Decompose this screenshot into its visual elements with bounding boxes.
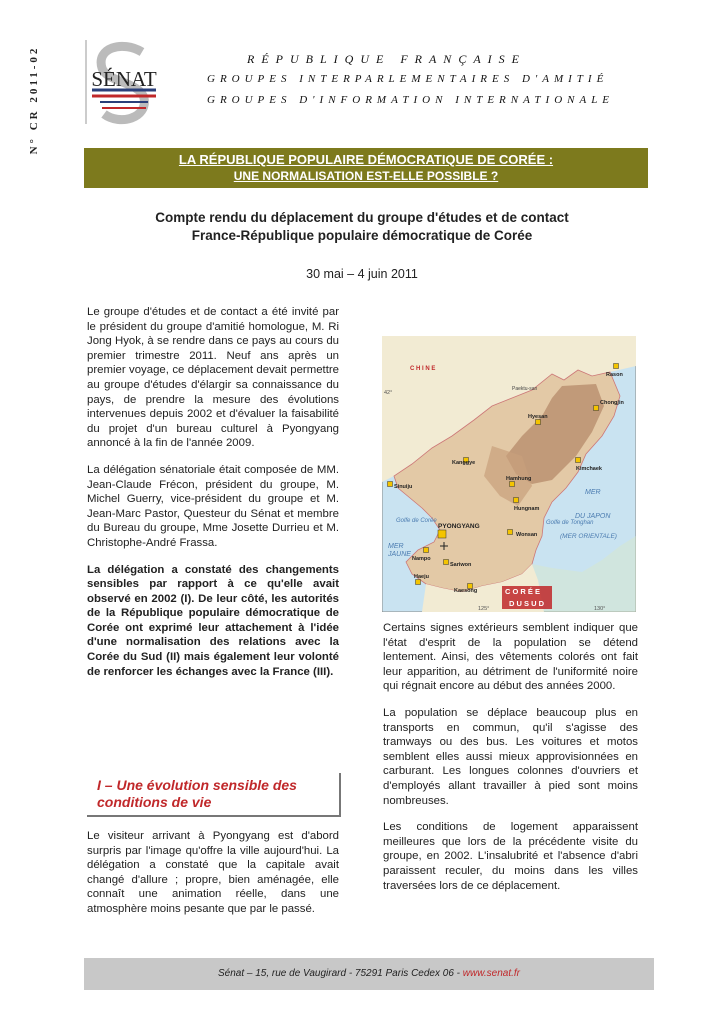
map-label-coree-sud-line1: C O R É E bbox=[505, 587, 541, 596]
city-label: Sinuiju bbox=[394, 484, 413, 490]
map-label-mer-japon-2: DU JAPON bbox=[575, 513, 611, 520]
trip-date: 30 mai – 4 juin 2011 bbox=[306, 267, 418, 281]
map-label-china: C H I N E bbox=[410, 366, 436, 372]
city-marker bbox=[444, 560, 449, 565]
paragraph: La délégation sénatoriale était composée de MM. Jean-Claude Frécon, président du groupe, M. Michel Guerry, vice-président du groupe et M. Jean-Marc Pastor, Questeur du Sénat et membre du Bureau du groupe, Mme Josette Durrieu et M. Christophe-André Frassa. bbox=[87, 463, 339, 549]
map-label-golfe-coree: Golfe de Corée bbox=[396, 518, 437, 524]
paragraph: Le visiteur arrivant à Pyongyang est d'abord surpris par l'image qu'offre la ville aujourd'hui. La délégation a constaté que la capitale avait changé d'allure ; propre, bien aménagée, elle connaît une animation réelle, dans une atmosphère moins pesante que par le passé. bbox=[87, 830, 339, 915]
title-banner bbox=[84, 148, 648, 188]
right-column bbox=[383, 621, 638, 905]
section-title: I – Une évolution sensible des conditions de vie bbox=[97, 777, 297, 810]
city-marker bbox=[576, 458, 581, 463]
city-label: Sariwon bbox=[450, 562, 472, 568]
city-label: Rason bbox=[606, 372, 623, 378]
title-line-2: UNE NORMALISATION EST-ELLE POSSIBLE ? bbox=[233, 169, 499, 183]
section-heading-box bbox=[87, 773, 341, 817]
map-label-mer-japon-1: MER bbox=[585, 489, 601, 496]
map-label-coree-sud-1: D U S U D bbox=[509, 599, 545, 608]
map-label-mer-jaune-1: MER bbox=[388, 543, 404, 550]
city-label: Hyesan bbox=[528, 414, 548, 420]
map-label-lon-125: 125° bbox=[478, 606, 490, 612]
paragraph: La population se déplace beaucoup plus en transports en commun, qu'il s'agisse des tramways ou des bus. Les voitures et motos semblent elles aussi mieux approvisionnées en carburant. Les longues colonnes d'ouvriers et d'employés allant travailler à pied sont moins nombreuses. bbox=[383, 706, 638, 807]
city-marker bbox=[536, 420, 541, 425]
city-marker bbox=[416, 580, 421, 585]
city-label: Nampo bbox=[412, 556, 431, 562]
city-label: Kimchaek bbox=[576, 466, 602, 472]
map-label-paektu: Paektu-san bbox=[512, 386, 538, 392]
footer bbox=[84, 958, 654, 990]
paragraph-summary: La délégation a constaté des changements sensibles par rapport à ce qu'elle avait observé en 2002 (I). De leur côté, les autorités de la République populaire démocratique de Corée ont exprimé leur attachement à l'idée d'une normalisation des relations avec la Corée du Sud (II) mais également leur volonté de renforcer les échanges avec la France (III). bbox=[87, 563, 339, 678]
title-line-1: LA RÉPUBLIQUE POPULAIRE DÉMOCRATIQUE DE CORÉE : bbox=[178, 152, 554, 167]
subtitle-line-1: Compte rendu du déplacement du groupe d'études et de contact bbox=[155, 210, 569, 225]
korea-map bbox=[382, 336, 636, 612]
paragraph: Certains signes extérieurs semblent indiquer que l'état d'esprit de la population se détend lentement. Ainsi, des vêtements colorés ont fait leur apparition, au détriment de l'uniformité noire qui régnait encore au début des années 2000. bbox=[383, 622, 638, 693]
map-label-mer-orientale: (MER ORIENTALE) bbox=[560, 533, 617, 540]
city-label: Kaesong bbox=[454, 588, 478, 594]
paragraph: Le groupe d'études et de contact a été invité par le président du groupe d'amitié homologue, M. Ri Jong Hyok, à se rendre dans ce pays au cours du premier trimestre 2011. Neuf ans après un premier voyage, ce déplacement devait permettre au groupe d'études d'élargir sa connaissance du pays, de prendre la mesure des évolutions intervenues depuis 2002 et d'évaluer la faisabilité du projet d'un bureau culturel à Pyongyang annoncé à la fin de l'année 2009. bbox=[87, 306, 339, 450]
city-marker bbox=[508, 530, 513, 535]
header-groupes-amitie: GROUPES INTERPARLEMENTAIRES D'AMITIÉ bbox=[207, 73, 609, 85]
city-label: PYONGYANG bbox=[438, 523, 480, 530]
header-groupes-information: GROUPES D'INFORMATION INTERNATIONALE bbox=[207, 94, 615, 106]
city-label: Chongjin bbox=[600, 400, 624, 406]
map-label-mer-jaune-2: JAUNE bbox=[388, 551, 411, 558]
paragraph: Les conditions de logement apparaissent meilleures que lors de la précédente visite du groupe, en 2002. L'insalubrité et l'absence d'abri paraissent reculer, du moins dans les villes traversées lors de ce déplacement. bbox=[383, 821, 638, 892]
map-label-golfe-tonghan: Golfe de Tonghan bbox=[546, 520, 594, 526]
map-label-lon-130: 130° bbox=[594, 606, 606, 612]
senat-logo bbox=[84, 38, 164, 126]
city-marker bbox=[594, 406, 599, 411]
left-column bbox=[87, 305, 339, 691]
footer-address: Sénat – 15, rue de Vaugirard - 75291 Paris Cedex 06 - bbox=[217, 968, 463, 979]
city-marker bbox=[510, 482, 515, 487]
city-label: Hamhung bbox=[506, 476, 532, 482]
map-label-lat-42: 42° bbox=[384, 390, 393, 396]
left-column-continued bbox=[87, 829, 339, 929]
logo-text: SÉNAT bbox=[91, 67, 157, 91]
city-marker bbox=[614, 364, 619, 369]
header-republique: RÉPUBLIQUE FRANÇAISE bbox=[247, 52, 526, 66]
city-marker bbox=[424, 548, 429, 553]
document-reference: N° CR 2011-02 bbox=[28, 45, 40, 155]
city-label: Kanggye bbox=[452, 460, 476, 466]
subtitle-line-2: France-République populaire démocratique de Corée bbox=[191, 228, 533, 243]
city-label: Wonsan bbox=[516, 532, 538, 538]
footer-url[interactable]: www.senat.fr bbox=[462, 968, 521, 979]
city-marker bbox=[514, 498, 519, 503]
city-marker bbox=[388, 482, 393, 487]
city-label: Haeju bbox=[414, 574, 429, 580]
subtitle bbox=[90, 209, 634, 245]
city-label: Hungnam bbox=[514, 506, 540, 512]
city-marker bbox=[438, 530, 446, 538]
